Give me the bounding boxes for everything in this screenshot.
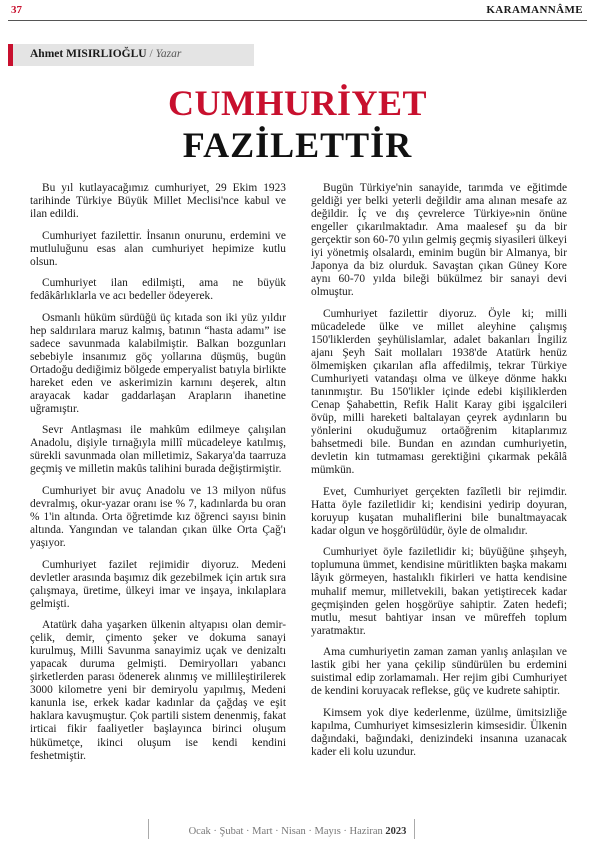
right-column — [311, 182, 567, 812]
left-column — [30, 182, 286, 812]
paragraph: Evet, Cumhuriyet gerçekten fazîletli bir rejimdir. Hatta öyle faziletlidir ki; kendisini yedirip doyuran, koruyup kuşatan muhaliflerini bile bunaltmayacak kadar olgun ve hoşgörülüdür, öyle de olmalıdır. — [311, 485, 567, 537]
byline-separator: / — [149, 48, 153, 60]
footer-months: Ocak · Şubat · Mart · Nisan · Mayıs · Haziran — [188, 826, 383, 837]
footer — [0, 826, 595, 837]
paragraph: Ama cumhuriyetin zaman zaman yanlış anlaşılan ve lastik gibi her yana çekilip sündürülen bu erdemini suistimal edip zorlamamalı. Her rejim gibi Cumhuriyet de kendini koruyacak reflekse, güç ve kudrete sahiptir. — [311, 646, 567, 698]
paragraph: Cumhuriyet öyle faziletlidir ki; büyüğüne şıhşeyh, toplumuna ümmet, kendisine müritlikten başka makamı lâyık görmeyen, hastalıklı fikirleri ve hatta kendisine muhalif memur, milletvekili, bakan yetiştirecek kadar geçmişinden gelen hoşgörüye sahiptir. Zaten hedefi; mutlu, mesut bahtiyar insan ve müreffeh toplum yaratmaktır. — [311, 546, 567, 637]
byline-text — [30, 48, 181, 60]
article-title-line2: FAZİLETTİR — [182, 125, 413, 165]
author-role: Yazar — [155, 48, 182, 60]
paragraph: Bugün Türkiye'nin sanayide, tarımda ve eğitimde geldiği yer belki yeterli değildir ama alınan mesafe az değildir. İç ve dış çevrelerce Türkiye»nin önüne engeller çıkarılmaktadır. Ama maalesef şu da bir gerçektir son 60-70 yılın gelmiş geçmiş siyasileri ülkeyi iyi yönetmiş olsalardı, eminim bugün bir Almanya, bir Japonya da biz olurduk. Savaştan çıkan Güney Kore aynı 60-70 yılda bileği bükülmez bir sanayi devi olmuştur. — [311, 182, 567, 299]
article-title-line1: CUMHURİYET — [167, 83, 427, 123]
header-rule — [8, 20, 587, 21]
paragraph: Cumhuriyet fazilettir diyoruz. Öyle ki; milli mücadelede ülke ve millet aleyhine çalışmış 150'liklerden şeyhülislamlar, adalet bakanları İngiliz ajanı Şeyh Sait mollaları 1938'de Atatürk henüz ölmemişken çıkarılan afla affedilmiş, tekrar Türkiye Cumhuriyeti vatandaşı olma ve ülkeye dönme hakkı tanınmıştır. Bu 150'likler içinde edebi kişiliklerden Cenap Şahabettin, Refik Halit Karay gibi işgalcileri övüp, milli hareketi baltalayan çeyrek aydınların bu yönlerini okuduğumuz ortaöğrenim kitaplarımız bahsetmedi bile. Bundan en azından cumhuriyetin, devletin kin tutmaması gerektiğini çıkarmak pekâlâ mümkün. — [311, 307, 567, 477]
paragraph: Cumhuriyet fazilettir. İnsanın onurunu, erdemini ve mutluluğunu esas alan cumhuriyet hepimize kutlu olsun. — [30, 229, 286, 268]
paragraph: Atatürk daha yaşarken ülkenin altyapısı olan demir-çelik, demir, çimento şeker ve dokuma sanayi kurulmuş, Milli Savunma sanayimiz uçak ve denizaltı yapacak duruma gelmişti. Demiryolları yabancı şirketlerden parası ödenerek alınmış ve millileştirilerek 3000 kilometre yeni bir demiryolu yapılmış, Medeni kanunla ise, erkek kadar kadınlar da çağdaş ve eşit haklara kavuşmuştur. Çok partili sistem denenmiş, fakat irticai fikir faaliyetler başlayınca birinci oluşum hükümetçe, ikinci oluşum ise kendi kendini feshetmiştir. — [30, 619, 286, 762]
paragraph: Cumhuriyet fazilet rejimidir diyoruz. Medeni devletler arasında başımız dik gezebilmek için artık sıra çalışmaya, üretime, ülkeyi imar ve inşaya, inkılaplara gelmişti. — [30, 558, 286, 610]
paragraph: Osmanlı hüküm sürdüğü üç kıtada son iki yüz yıldır hep saldırılara maruz kalmış, batının “hasta adamı” ise sadece savunmada kalabilmiştir. Balkan bozgunları sebebiyle insanımız göç yollarına düşmüş, bugün Ortadoğu dediğimiz bölgede emperyalist batıyla birlikte hareket eden ve askerimizin karnını deşerek, altın arayacak kadar gaddarlaşan Arapların ihanetine uğramıştır. — [30, 311, 286, 415]
page-number: 37 — [11, 4, 22, 16]
footer-year: 2023 — [385, 826, 407, 837]
article-body — [30, 182, 567, 812]
paragraph: Cumhuriyet ilan edilmişti, ama ne büyük fedâkârlıklarla ve acı bedeller ödeyerek. — [30, 277, 286, 303]
author-name: Ahmet MISIRLIOĞLU — [30, 48, 147, 60]
paragraph: Cumhuriyet bir avuç Anadolu ve 13 milyon nüfus devralmış, okur-yazar oranı ise % 7, kadınlarda bu oran % 1'in altında. Orta öğretimde kız öğrenci sayısı binin altında. Yangından ve talandan çıkan ülke Orta Çağ'ı yaşıyor. — [30, 484, 286, 550]
paragraph: Sevr Antlaşması ile mahkûm edilmeye çalışılan Anadolu, dişiyle tırnağıyla millî mücadeleye katılmış, sürekli savunmada olan milletimiz, Sakarya'da taarruza geçmiş ve milletin makûs talihini burada değiştirmiştir. — [30, 424, 286, 476]
byline-accent-bar — [8, 44, 13, 66]
magazine-name: KARAMANNÂME — [486, 4, 583, 16]
byline — [8, 44, 254, 66]
paragraph: Kimsem yok diye kederlenme, üzülme, ümitsizliğe kapılma, Cumhuriyet kimsesizlerin kimsesidir. Ülkenin dağındaki, bağındaki, denizindeki insanına uzanacak kader eli kolu uzundur. — [311, 706, 567, 758]
paragraph: Bu yıl kutlayacağımız cumhuriyet, 29 Ekim 1923 tarihinde Türkiye Büyük Millet Meclisi'nce kabul ve ilan edildi. — [30, 182, 286, 221]
